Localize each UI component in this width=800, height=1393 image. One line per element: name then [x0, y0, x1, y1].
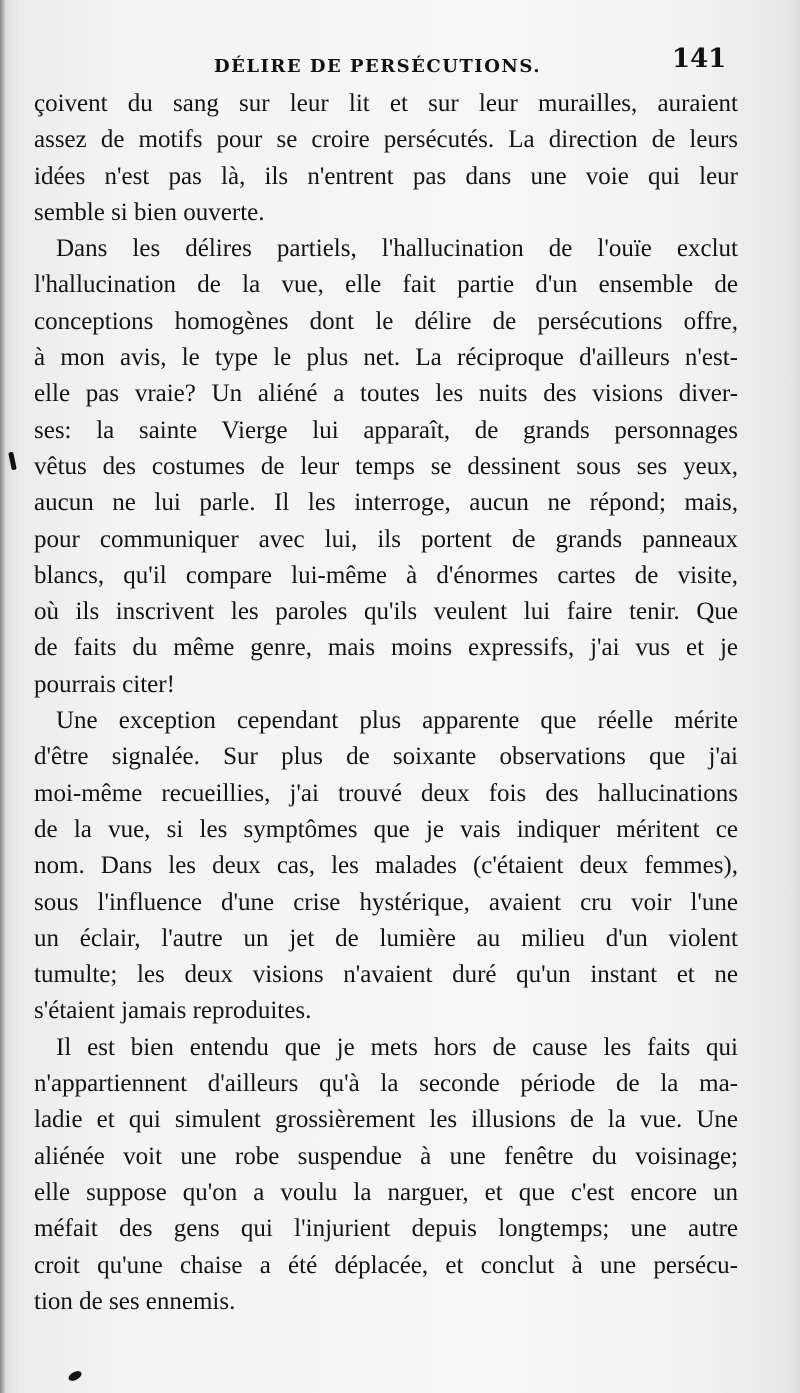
- text-line: de faits du même genre, mais moins expressifs, j'ai vus et je: [34, 634, 738, 662]
- text-line: l'hallucination de la vue, elle fait partie d'un ensemble de: [34, 271, 738, 299]
- text-line: idées n'est pas là, ils n'entrent pas dans une voie qui leur: [34, 162, 738, 190]
- text-line: n'appartiennent d'ailleurs qu'à la seconde période de la ma-: [34, 1070, 738, 1098]
- text-line: conceptions homogènes dont le délire de persécutions offre,: [34, 307, 738, 335]
- text-line: elle pas vraie? Un aliéné a toutes les nuits des visions diver-: [34, 380, 738, 408]
- text-line: s'étaient jamais reproduites.: [34, 997, 312, 1025]
- page-number: 141: [672, 44, 727, 74]
- text-line: aucun ne lui parle. Il les interroge, aucun ne répond; mais,: [34, 489, 738, 517]
- text-line: ses: la sainte Vierge lui apparaît, de grands personnages: [34, 416, 738, 444]
- text-line: aliénée voit une robe suspendue à une fenêtre du voisinage;: [34, 1142, 738, 1170]
- text-line: tumulte; les deux visions n'avaient duré qu'un instant et ne: [34, 961, 738, 989]
- text-line: d'être signalée. Sur plus de soixante observations que j'ai: [34, 743, 738, 771]
- text-line: assez de motifs pour se croire persécutés. La direction de leurs: [34, 126, 738, 154]
- text-line: où ils inscrivent les paroles qu'ils veulent lui faire tenir. Que: [34, 598, 738, 626]
- text-line: pourrais citer!: [34, 670, 175, 698]
- ink-mark: [67, 1369, 83, 1383]
- text-line: moi-même recueillies, j'ai trouvé deux fois des hallucinations: [34, 779, 738, 807]
- text-line: Dans les délires partiels, l'hallucination de l'ouïe exclut: [56, 235, 738, 263]
- text-line: semble si bien ouverte.: [34, 198, 265, 226]
- text-line: à mon avis, le type le plus net. La réciproque d'ailleurs n'est-: [34, 344, 738, 372]
- running-title: DÉLIRE DE PERSÉCUTIONS.: [214, 56, 541, 77]
- text-line: tion de ses ennemis.: [34, 1287, 236, 1315]
- text-line: çoivent du sang sur leur lit et sur leur murailles, auraient: [34, 90, 738, 117]
- text-line: nom. Dans les deux cas, les malades (c'étaient deux femmes),: [34, 852, 738, 880]
- text-line: Il est bien entendu que je mets hors de cause les faits qui: [56, 1033, 738, 1061]
- text-line: un éclair, l'autre un jet de lumière au milieu d'un violent: [34, 924, 738, 952]
- text-line: méfait des gens qui l'injurient depuis longtemps; une autre: [34, 1215, 738, 1243]
- text-line: pour communiquer avec lui, ils portent de grands panneaux: [34, 525, 738, 553]
- text-line: elle suppose qu'on a voulu la narguer, et que c'est encore un: [34, 1178, 738, 1206]
- text-line: vêtus des costumes de leur temps se dessinent sous ses yeux,: [34, 452, 738, 480]
- text-line: Une exception cependant plus apparente que réelle mérite: [56, 707, 738, 735]
- text-line: sous l'influence d'une crise hystérique, avaient cru voir l'une: [34, 888, 738, 916]
- text-line: croit qu'une chaise a été déplacée, et conclut à une persécu-: [34, 1251, 738, 1279]
- text-line: ladie et qui simulent grossièrement les illusions de la vue. Une: [34, 1106, 738, 1134]
- text-line: de la vue, si les symptômes que je vais indiquer méritent ce: [34, 815, 738, 843]
- body-text: [34, 86, 738, 1320]
- text-line: blancs, qu'il compare lui-même à d'énormes cartes de visite,: [34, 561, 738, 589]
- ink-mark: [8, 452, 17, 471]
- binding-shadow: [0, 0, 6, 1393]
